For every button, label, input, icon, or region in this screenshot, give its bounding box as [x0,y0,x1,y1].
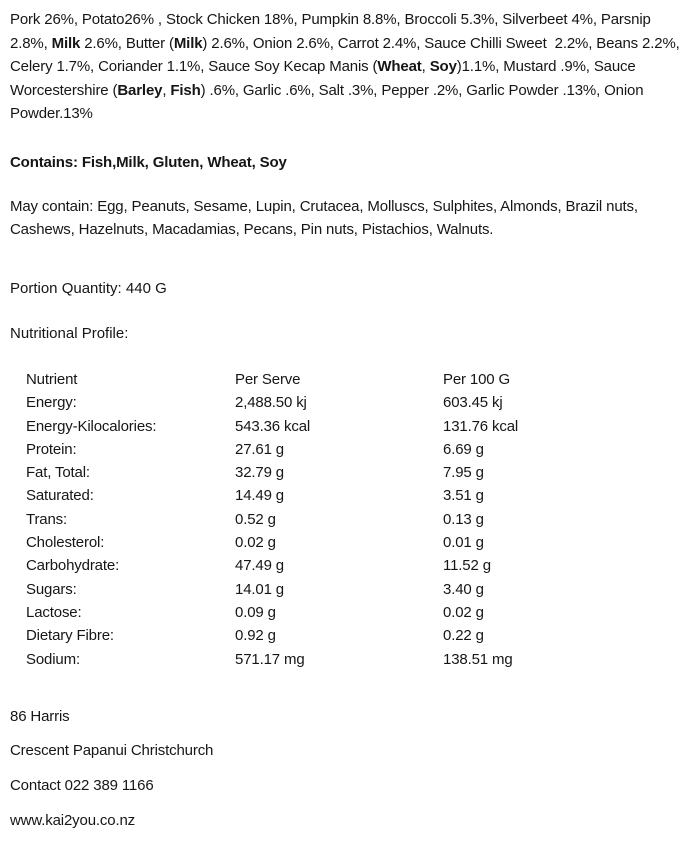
cell-per-serve: 0.52 g [235,510,276,528]
header-cell-nutrient: Nutrient [26,370,78,388]
table-row [26,648,666,671]
cell-per-100g: 0.22 g [443,627,484,645]
may-contain-statement: May contain: Egg, Peanuts, Sesame, Lupin, Crutacea, Molluscs, Sulphites, Almonds, Brazil nuts, Cashews, Hazelnuts, Macadamias, Pecans, Pin nuts, Pistachios, Walnuts. [10,197,638,239]
allergen-ingredient: Wheat [377,58,422,76]
cell-per-serve: 32.79 g [235,464,284,482]
nutrition-table-body [26,391,666,671]
table-row [26,554,666,577]
allergen-ingredient: Fish [170,81,201,99]
cell-nutrient: Fat, Total: [26,464,90,482]
table-row [26,461,666,484]
address-line-2: Crescent Papanui Christchurch [10,742,214,760]
cell-per-100g: 0.01 g [443,534,484,552]
nutrition-profile-title: Nutritional Profile: [10,325,129,343]
cell-per-100g: 131.76 kcal [443,417,519,435]
cell-nutrient: Saturated: [26,487,94,505]
ingredient-text: , [162,81,171,99]
cell-per-100g: 7.95 g [443,464,484,482]
ingredient-text: ) 2.6%, Onion 2.6%, Carrot 2.4%, Sauce Chilli Sweet 2.2%, Beans 2.2%, Celery 1.7%, Coriander 1.1%, Sauce Soy Kecap Manis ( [10,34,684,76]
address-line-1: 86 Harris [10,707,70,725]
header-cell-per-serve: Per Serve [235,370,301,388]
table-row [26,484,666,507]
cell-per-100g: 0.13 g [443,510,484,528]
allergen-ingredient: Soy [429,58,457,76]
cell-per-100g: 3.40 g [443,580,484,598]
cell-nutrient: Carbohydrate: [26,557,120,575]
nutrition-table [26,368,666,671]
portion-quantity: Portion Quantity: 440 G [10,279,167,297]
cell-per-serve: 27.61 g [235,440,284,458]
table-row [26,438,666,461]
ingredient-text: Pork 26%, Potato26% , Stock Chicken 18%, Pumpkin 8.8%, Broccoli 5.3%, Silverbeet 4%, Parsnip 2.8%, [10,11,655,52]
cell-nutrient: Lactose: [26,603,82,621]
cell-per-serve: 47.49 g [235,557,284,575]
allergen-ingredient: Barley [117,81,163,99]
table-row [26,391,666,414]
cell-per-serve: 14.01 g [235,580,284,598]
cell-nutrient: Sugars: [26,580,77,598]
footer-block [10,705,690,832]
contact-number: Contact 022 389 1166 [10,776,154,794]
cell-nutrient: Dietary Fibre: [26,627,114,645]
table-row [26,624,666,647]
allergen-ingredient: Milk [173,34,203,52]
ingredient-text: ) .6%, Garlic .6%, Salt .3%, Pepper .2%, Garlic Powder .13%, Onion Powder.13% [10,81,648,123]
table-header-row [26,368,666,391]
cell-per-100g: 138.51 mg [443,650,513,668]
table-row [26,508,666,531]
cell-per-100g: 3.51 g [443,487,484,505]
cell-nutrient: Protein: [26,440,77,458]
table-row [26,531,666,554]
cell-per-serve: 2,488.50 kj [235,394,307,412]
cell-per-serve: 14.49 g [235,487,284,505]
website-url: www.kai2you.co.nz [10,811,136,829]
ingredient-text: )1.1%, Mustard .9%, Sauce Worcestershire ( [10,58,640,99]
cell-per-100g: 603.45 kj [443,394,503,412]
table-row [26,578,666,601]
allergen-ingredient: Milk [51,34,81,52]
table-row [26,415,666,438]
cell-nutrient: Sodium: [26,650,80,668]
header-cell-per-100g: Per 100 G [443,370,511,388]
cell-nutrient: Energy-Kilocalories: [26,417,157,435]
cell-nutrient: Cholesterol: [26,534,105,552]
table-row [26,601,666,624]
cell-per-serve: 571.17 mg [235,650,305,668]
cell-nutrient: Trans: [26,510,68,528]
ingredients-paragraph [10,8,692,126]
cell-per-serve: 0.92 g [235,627,276,645]
cell-per-100g: 6.69 g [443,440,484,458]
cell-per-serve: 0.09 g [235,603,276,621]
cell-per-serve: 543.36 kcal [235,417,311,435]
ingredient-text: , [421,58,430,76]
cell-per-100g: 0.02 g [443,603,484,621]
cell-nutrient: Energy: [26,394,77,412]
contains-statement: Contains: Fish,Milk, Gluten, Wheat, Soy [10,153,287,171]
ingredient-text: 2.6%, Butter ( [80,34,174,52]
cell-per-serve: 0.02 g [235,534,276,552]
cell-per-100g: 11.52 g [443,557,491,575]
